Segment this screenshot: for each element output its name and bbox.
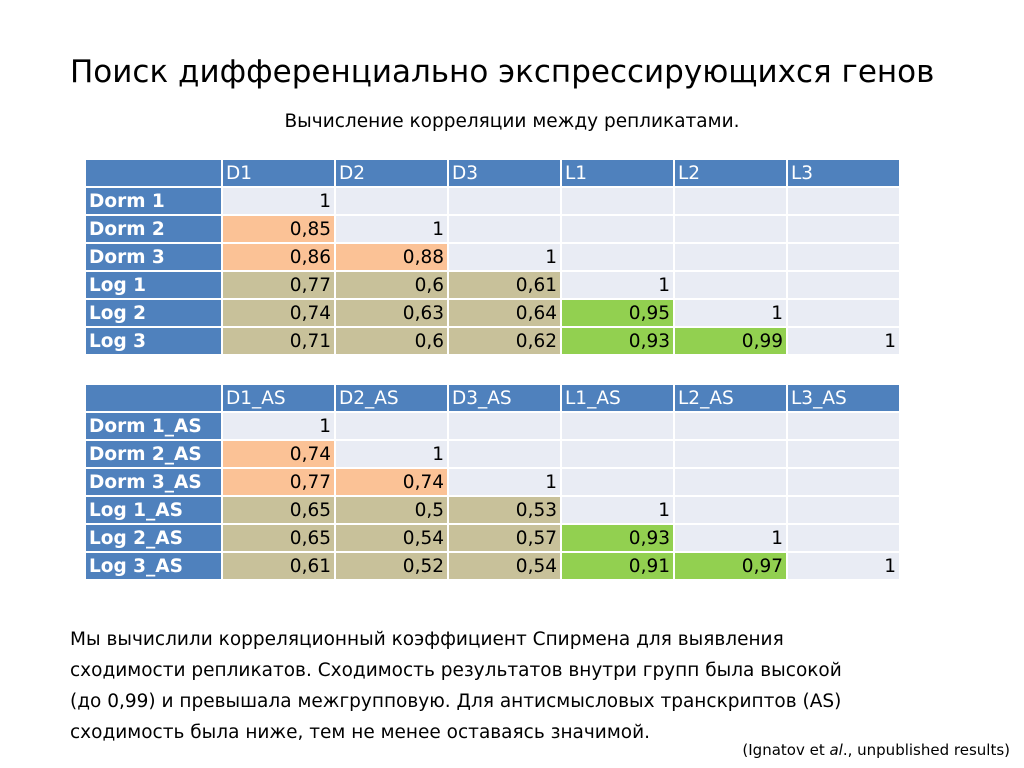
corner-cell xyxy=(85,159,222,187)
table-cell: 0,52 xyxy=(335,552,448,580)
table-row xyxy=(85,468,900,496)
table-cell: 0,85 xyxy=(222,215,335,243)
summary-paragraph xyxy=(70,624,970,748)
table-cell: 1 xyxy=(222,412,335,440)
table-row xyxy=(85,524,900,552)
table-cell: 0,53 xyxy=(448,496,561,524)
table-cell xyxy=(674,271,787,299)
table-cell: 1 xyxy=(674,299,787,327)
table-cell xyxy=(561,412,674,440)
table-cell: 0,61 xyxy=(222,552,335,580)
table-cell: 0,63 xyxy=(335,299,448,327)
table-row xyxy=(85,243,900,271)
table-cell xyxy=(674,468,787,496)
table-cell: 0,54 xyxy=(335,524,448,552)
table-cell xyxy=(674,412,787,440)
table-cell xyxy=(561,468,674,496)
table-cell: 0,61 xyxy=(448,271,561,299)
row-label: Dorm 3 xyxy=(85,243,222,271)
citation xyxy=(742,739,1010,761)
table-cell: 1 xyxy=(561,496,674,524)
table-row xyxy=(85,187,900,215)
table-cell xyxy=(787,187,900,215)
row-label: Log 3_AS xyxy=(85,552,222,580)
table-cell xyxy=(787,271,900,299)
table-cell: 1 xyxy=(335,215,448,243)
table-cell: 0,64 xyxy=(448,299,561,327)
column-header: L2_AS xyxy=(674,384,787,412)
table-header-row xyxy=(85,384,900,412)
table-cell: 0,88 xyxy=(335,243,448,271)
table-cell xyxy=(448,215,561,243)
table-cell: 0,99 xyxy=(674,327,787,355)
table-cell xyxy=(674,440,787,468)
table-cell: 1 xyxy=(787,327,900,355)
table-cell: 0,93 xyxy=(561,327,674,355)
table-cell: 0,62 xyxy=(448,327,561,355)
table-cell: 0,74 xyxy=(335,468,448,496)
column-header: D3 xyxy=(448,159,561,187)
table-cell: 0,93 xyxy=(561,524,674,552)
table-cell xyxy=(787,496,900,524)
slide-title: Поиск дифференциально экспрессирующихся генов xyxy=(70,54,935,90)
table-cell xyxy=(787,299,900,327)
table-cell xyxy=(787,524,900,552)
table-cell: 0,86 xyxy=(222,243,335,271)
column-header: L3_AS xyxy=(787,384,900,412)
column-header: L1_AS xyxy=(561,384,674,412)
table-cell xyxy=(561,243,674,271)
table-cell xyxy=(561,187,674,215)
table-row xyxy=(85,412,900,440)
table-cell: 0,95 xyxy=(561,299,674,327)
column-header: L3 xyxy=(787,159,900,187)
table-cell: 0,74 xyxy=(222,299,335,327)
corner-cell xyxy=(85,384,222,412)
table-cell xyxy=(787,412,900,440)
row-label: Dorm 1_AS xyxy=(85,412,222,440)
citation-suffix: ., unpublished results) xyxy=(842,741,1010,759)
table-row xyxy=(85,271,900,299)
table-cell xyxy=(561,440,674,468)
table-cell xyxy=(787,243,900,271)
correlation-table-sense xyxy=(84,158,901,356)
paragraph-line: сходимости репликатов. Сходимость результатов внутри групп была высокой xyxy=(70,660,842,681)
table-cell xyxy=(448,440,561,468)
table-cell: 0,65 xyxy=(222,524,335,552)
table-cell: 0,65 xyxy=(222,496,335,524)
table-cell xyxy=(787,468,900,496)
row-label: Log 1_AS xyxy=(85,496,222,524)
citation-prefix: (Ignatov et xyxy=(742,741,830,759)
table-row xyxy=(85,552,900,580)
table-cell: 0,5 xyxy=(335,496,448,524)
table-cell xyxy=(448,412,561,440)
table-cell: 0,57 xyxy=(448,524,561,552)
table-header-row xyxy=(85,159,900,187)
paragraph-line: сходимость была ниже, тем не менее оставаясь значимой. xyxy=(70,722,651,743)
table-cell: 0,54 xyxy=(448,552,561,580)
table-cell: 0,77 xyxy=(222,271,335,299)
table-row xyxy=(85,299,900,327)
table-cell xyxy=(561,215,674,243)
table-cell: 1 xyxy=(335,440,448,468)
row-label: Log 2 xyxy=(85,299,222,327)
table-cell xyxy=(787,215,900,243)
table-row xyxy=(85,327,900,355)
row-label: Dorm 3_AS xyxy=(85,468,222,496)
paragraph-line: (до 0,99) и превышала межгрупповую. Для антисмысловых транскриптов (AS) xyxy=(70,691,842,712)
table-row xyxy=(85,440,900,468)
table-cell: 0,71 xyxy=(222,327,335,355)
column-header: D1 xyxy=(222,159,335,187)
table-cell xyxy=(674,496,787,524)
table-cell: 1 xyxy=(787,552,900,580)
table-row xyxy=(85,496,900,524)
row-label: Dorm 1 xyxy=(85,187,222,215)
table-cell xyxy=(335,412,448,440)
column-header: L2 xyxy=(674,159,787,187)
column-header: D2 xyxy=(335,159,448,187)
table-cell: 1 xyxy=(448,243,561,271)
table-cell xyxy=(448,187,561,215)
table-cell xyxy=(335,187,448,215)
table-cell: 1 xyxy=(222,187,335,215)
correlation-table-antisense xyxy=(84,383,901,581)
citation-italic: al xyxy=(829,741,843,759)
row-label: Dorm 2_AS xyxy=(85,440,222,468)
table-cell: 0,97 xyxy=(674,552,787,580)
column-header: D3_AS xyxy=(448,384,561,412)
table-cell xyxy=(674,187,787,215)
slide-subtitle: Вычисление корреляции между репликатами. xyxy=(284,111,740,132)
table-cell xyxy=(674,215,787,243)
table-cell: 0,6 xyxy=(335,271,448,299)
table-cell: 0,91 xyxy=(561,552,674,580)
table-cell xyxy=(787,440,900,468)
table-row xyxy=(85,215,900,243)
table-cell: 1 xyxy=(448,468,561,496)
table-cell: 1 xyxy=(674,524,787,552)
paragraph-line: Мы вычислили корреляционный коэффициент Спирмена для выявления xyxy=(70,629,784,650)
row-label: Log 3 xyxy=(85,327,222,355)
column-header: D1_AS xyxy=(222,384,335,412)
table-cell: 0,6 xyxy=(335,327,448,355)
row-label: Dorm 2 xyxy=(85,215,222,243)
table-cell: 0,74 xyxy=(222,440,335,468)
row-label: Log 2_AS xyxy=(85,524,222,552)
column-header: D2_AS xyxy=(335,384,448,412)
table-cell xyxy=(674,243,787,271)
table-cell: 1 xyxy=(561,271,674,299)
row-label: Log 1 xyxy=(85,271,222,299)
column-header: L1 xyxy=(561,159,674,187)
table-cell: 0,77 xyxy=(222,468,335,496)
